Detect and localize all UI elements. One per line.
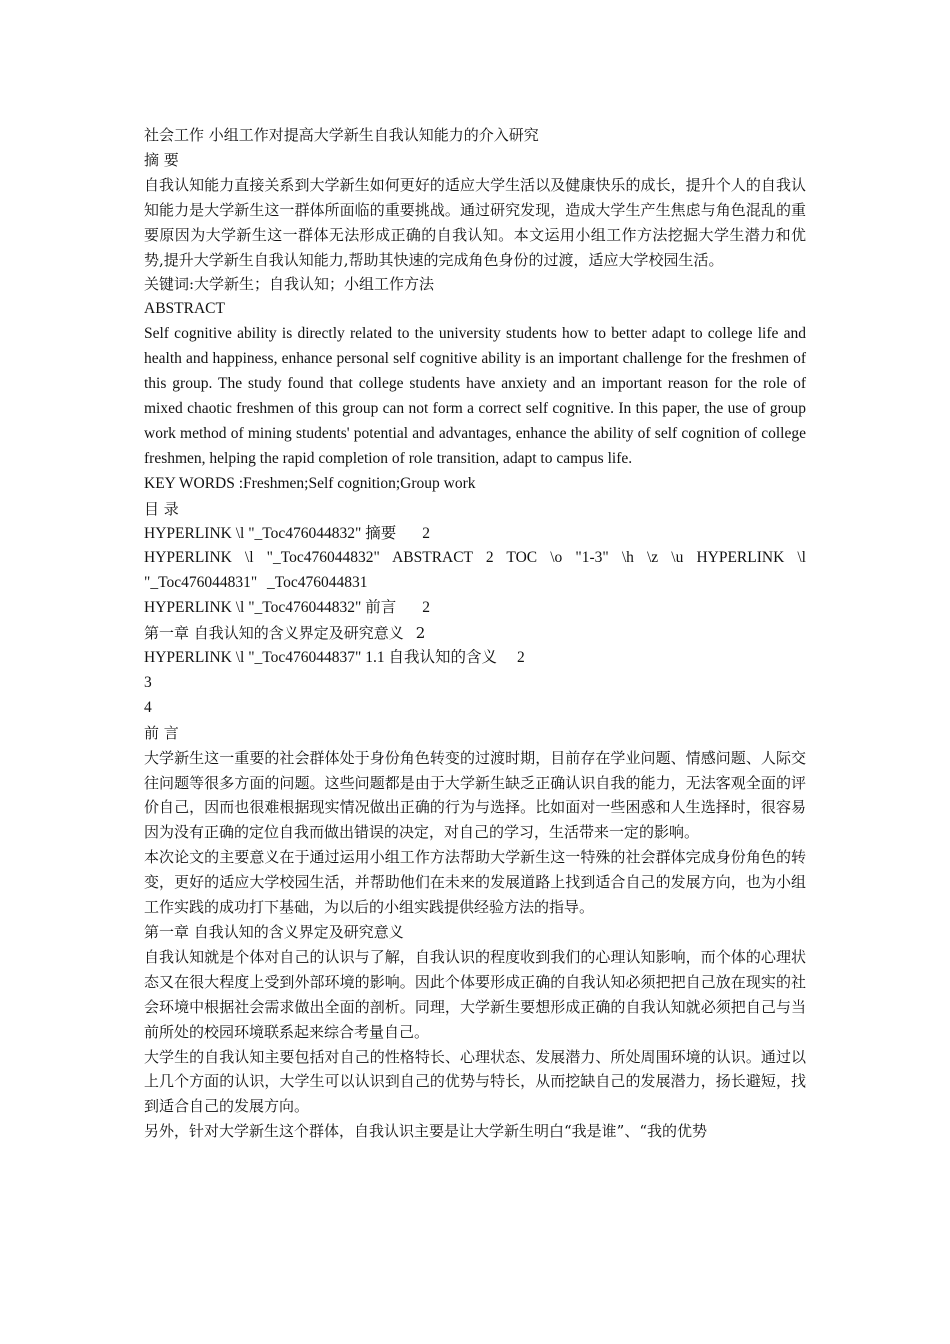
toc-entry[interactable] bbox=[144, 646, 806, 671]
abstract-heading: 摘 要 bbox=[144, 150, 179, 169]
toc-entry-page: 2 bbox=[415, 624, 426, 643]
toc-entry-text: HYPERLINK \l "_Toc476044837" 1.1 自我认知的含义 bbox=[144, 649, 497, 667]
preface-heading: 前 言 bbox=[144, 723, 179, 742]
toc-entry-page: 2 bbox=[422, 524, 430, 542]
toc-entry[interactable] bbox=[144, 546, 806, 596]
toc-entry-page: 2 bbox=[422, 599, 430, 617]
chapter1-heading: 第一章 自我认知的含义界定及研究意义 bbox=[144, 923, 404, 941]
abstract-cn: 自我认知能力直接关系到大学新生如何更好的适应大学生活以及健康快乐的成长，提升个人的自我认知能力是大学新生这一群体所面临的重要挑战。通过研究发现，造成大学生产生焦虑与角色混乱的重要原因为大学新生这一群体无法形成正确的自我认知。本文运用小组工作方法挖掘大学生潜力和优势,提升大学新生自我认知能力,帮助其快速的完成角色身份的过渡，适应大学校园生活。 bbox=[144, 175, 806, 269]
document-title: 社会工作 小组工作对提高大学新生自我认知能力的介入研究 bbox=[144, 126, 539, 144]
toc-entry[interactable] bbox=[144, 522, 806, 547]
toc-entry-page: 2 bbox=[517, 649, 525, 667]
abstract-en-heading: ABSTRACT bbox=[144, 300, 225, 318]
document-page bbox=[144, 123, 806, 1144]
toc-entry[interactable] bbox=[144, 596, 806, 621]
chapter1-paragraph: 大学生的自我认知主要包括对自己的性格特长、心理状态、发展潜力、所处周围环境的认识。通过以上几个方面的认识，大学生可以认识到自己的优势与特长，从而挖缺自己的发展潜力，扬长避短，找到适合自己的发展方向。 bbox=[144, 1047, 806, 1116]
chapter1-paragraph: 另外，针对大学新生这个群体，自我认识主要是让大学新生明白“我是谁”、“我的优势 bbox=[144, 1122, 708, 1141]
toc-entry-text: HYPERLINK \l "_Toc476044832" ABSTRACT 2 TOC \o "1-3" \h \z \u HYPERLINK \l "_Toc476044831" _Toc476044831 bbox=[144, 549, 806, 592]
stray-page-number: 3 bbox=[144, 673, 152, 691]
keywords-cn: 关键词:大学新生；自我认知；小组工作方法 bbox=[144, 275, 435, 294]
keywords-en: KEY WORDS :Freshmen;Self cognition;Group work bbox=[144, 474, 476, 492]
preface-paragraph: 大学新生这一重要的社会群体处于身份角色转变的过渡时期，目前存在学业问题、情感问题、人际交往问题等很多方面的问题。这些问题都是由于大学新生缺乏正确认识自我的能力，无法客观全面的评价自己，因而也很难根据现实情况做出正确的行为与选择。比如面对一些困惑和人生选择时，很容易因为没有正确的定位自我而做出错误的决定，对自己的学习，生活带来一定的影响。 bbox=[144, 748, 806, 842]
preface-paragraph: 本次论文的主要意义在于通过运用小组工作方法帮助大学新生这一特殊的社会群体完成身份角色的转变，更好的适应大学校园生活，并帮助他们在未来的发展道路上找到适合自己的发展方向，也为小组工作实践的成功打下基础，为以后的小组实践提供经验方法的指导。 bbox=[144, 848, 806, 917]
chapter1-paragraph: 自我认知就是个体对自己的认识与了解，自我认识的程度收到我们的心理认知影响，而个体的心理状态又在很大程度上受到外部环境的影响。因此个体要形成正确的自我认知必须把把自己放在现实的社会环境中根据社会需求做出全面的剖析。同理，大学新生要想形成正确的自我认知就必须把自己与当前所处的校园环境联系起来综合考量自己。 bbox=[144, 947, 806, 1041]
toc-entry-text: HYPERLINK \l "_Toc476044832" 前言 bbox=[144, 599, 397, 617]
abstract-en: Self cognitive ability is directly related to the university students how to better adapt to college life and health and happiness, enhance personal self cognitive ability is an important challenge for the freshmen of this group. The study found that college students have anxiety and an important reason for the role of mixed chaotic freshmen of this group can not form a correct self cognitive. In this paper, the use of group work method of mining students' potential and advantages, enhance the ability of self cognition of college freshmen, helping the rapid completion of role transition, adapt to campus life. bbox=[144, 325, 806, 467]
toc-entry[interactable] bbox=[144, 621, 806, 646]
toc-entry-text: 第一章 自我认知的含义界定及研究意义 bbox=[144, 624, 404, 643]
stray-page-number: 4 bbox=[144, 698, 152, 716]
toc-entry-text: HYPERLINK \l "_Toc476044832" 摘要 bbox=[144, 524, 397, 542]
toc-heading: 目 录 bbox=[144, 499, 179, 518]
